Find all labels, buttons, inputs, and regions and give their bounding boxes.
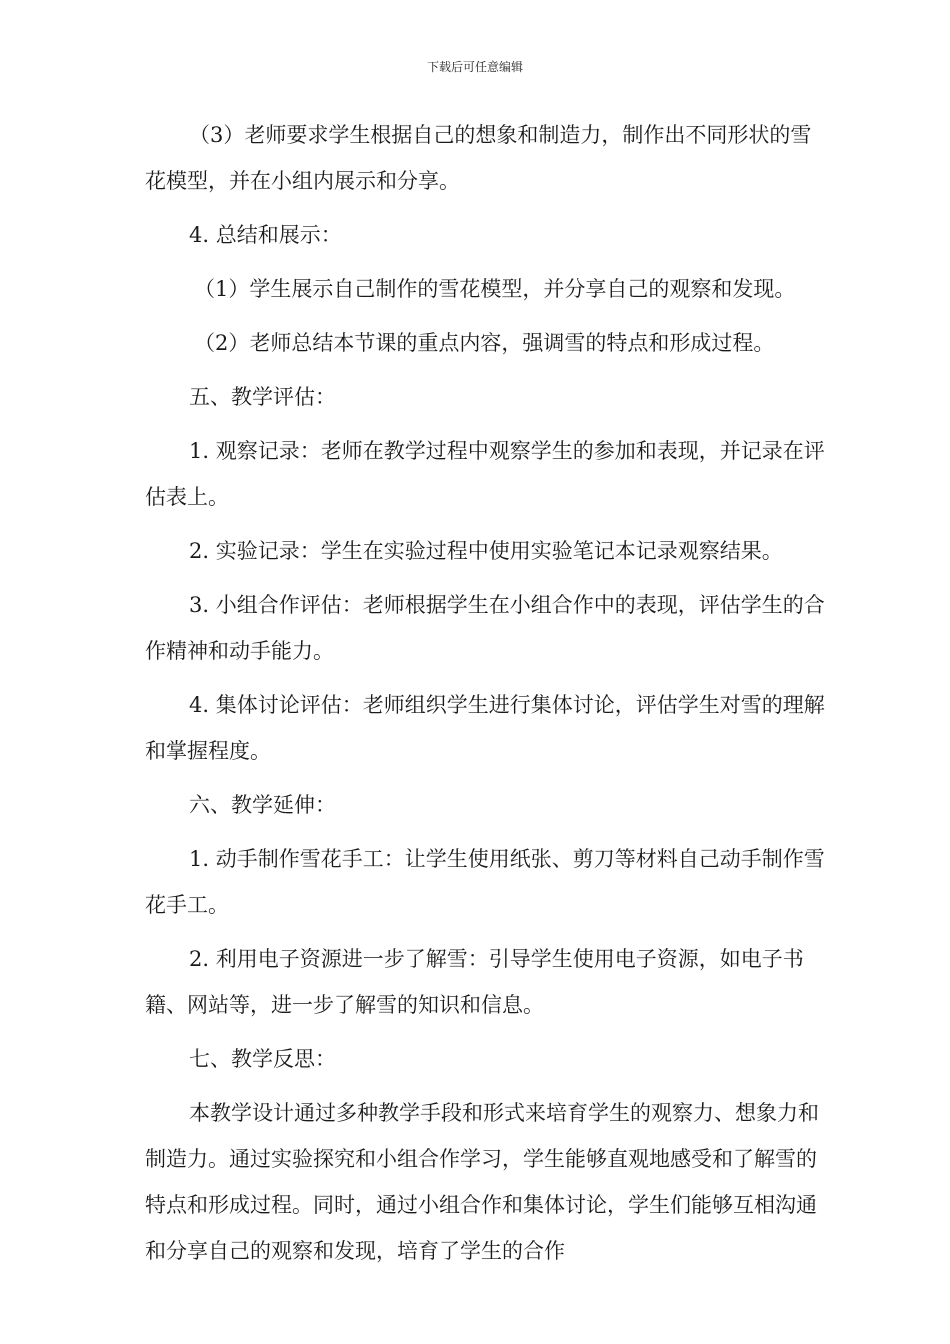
section-heading-extension: 六、教学延伸： <box>189 793 336 817</box>
page-header: 下载后可任意编辑 <box>426 60 523 74</box>
paragraph-evaluation-2: 2. 实验记录：学生在实验过程中使用实验笔记本记录观察结果。 <box>189 539 783 563</box>
paragraph-summary-1: （1）学生展示自己制作的雪花模型，并分享自己的观察和发现。 <box>194 277 796 301</box>
paragraph-summary-2: （2）老师总结本节课的重点内容，强调雪的特点和形成过程。 <box>194 331 775 355</box>
paragraph-extension-2: 2. 利用电子资源进一步了解雪：引导学生使用电子资源，如电子书籍、网站等，进一步了解雪的知识和信息。 <box>145 947 804 1017</box>
section-heading-evaluation: 五、教学评估： <box>189 385 336 409</box>
paragraph-reflection: 本教学设计通过多种教学手段和形式来培育学生的观察力、想象力和制造力。通过实验探究和小组合作学习，学生能够直观地感受和了解雪的特点和形成过程。同时，通过小组合作和集体讨论，学生们能够互相沟通和分享自己的观察和发现，培育了学生的合作 <box>145 1101 819 1263</box>
paragraph-extension-1: 1. 动手制作雪花手工：让学生使用纸张、剪刀等材料自己动手制作雪花手工。 <box>145 847 825 917</box>
paragraph-step-3: （3）老师要求学生根据自己的想象和制造力，制作出不同形状的雪花模型，并在小组内展示和分享。 <box>145 123 812 193</box>
heading-summary: 4. 总结和展示： <box>189 223 342 247</box>
section-heading-reflection: 七、教学反思： <box>189 1047 336 1071</box>
paragraph-evaluation-1: 1. 观察记录：老师在教学过程中观察学生的参加和表现，并记录在评估表上。 <box>145 439 825 509</box>
paragraph-evaluation-4: 4. 集体讨论评估：老师组织学生进行集体讨论，评估学生对雪的理解和掌握程度。 <box>145 693 825 763</box>
document-body <box>145 112 825 1282</box>
paragraph-evaluation-3: 3. 小组合作评估：老师根据学生在小组合作中的表现，评估学生的合作精神和动手能力。 <box>145 593 825 663</box>
